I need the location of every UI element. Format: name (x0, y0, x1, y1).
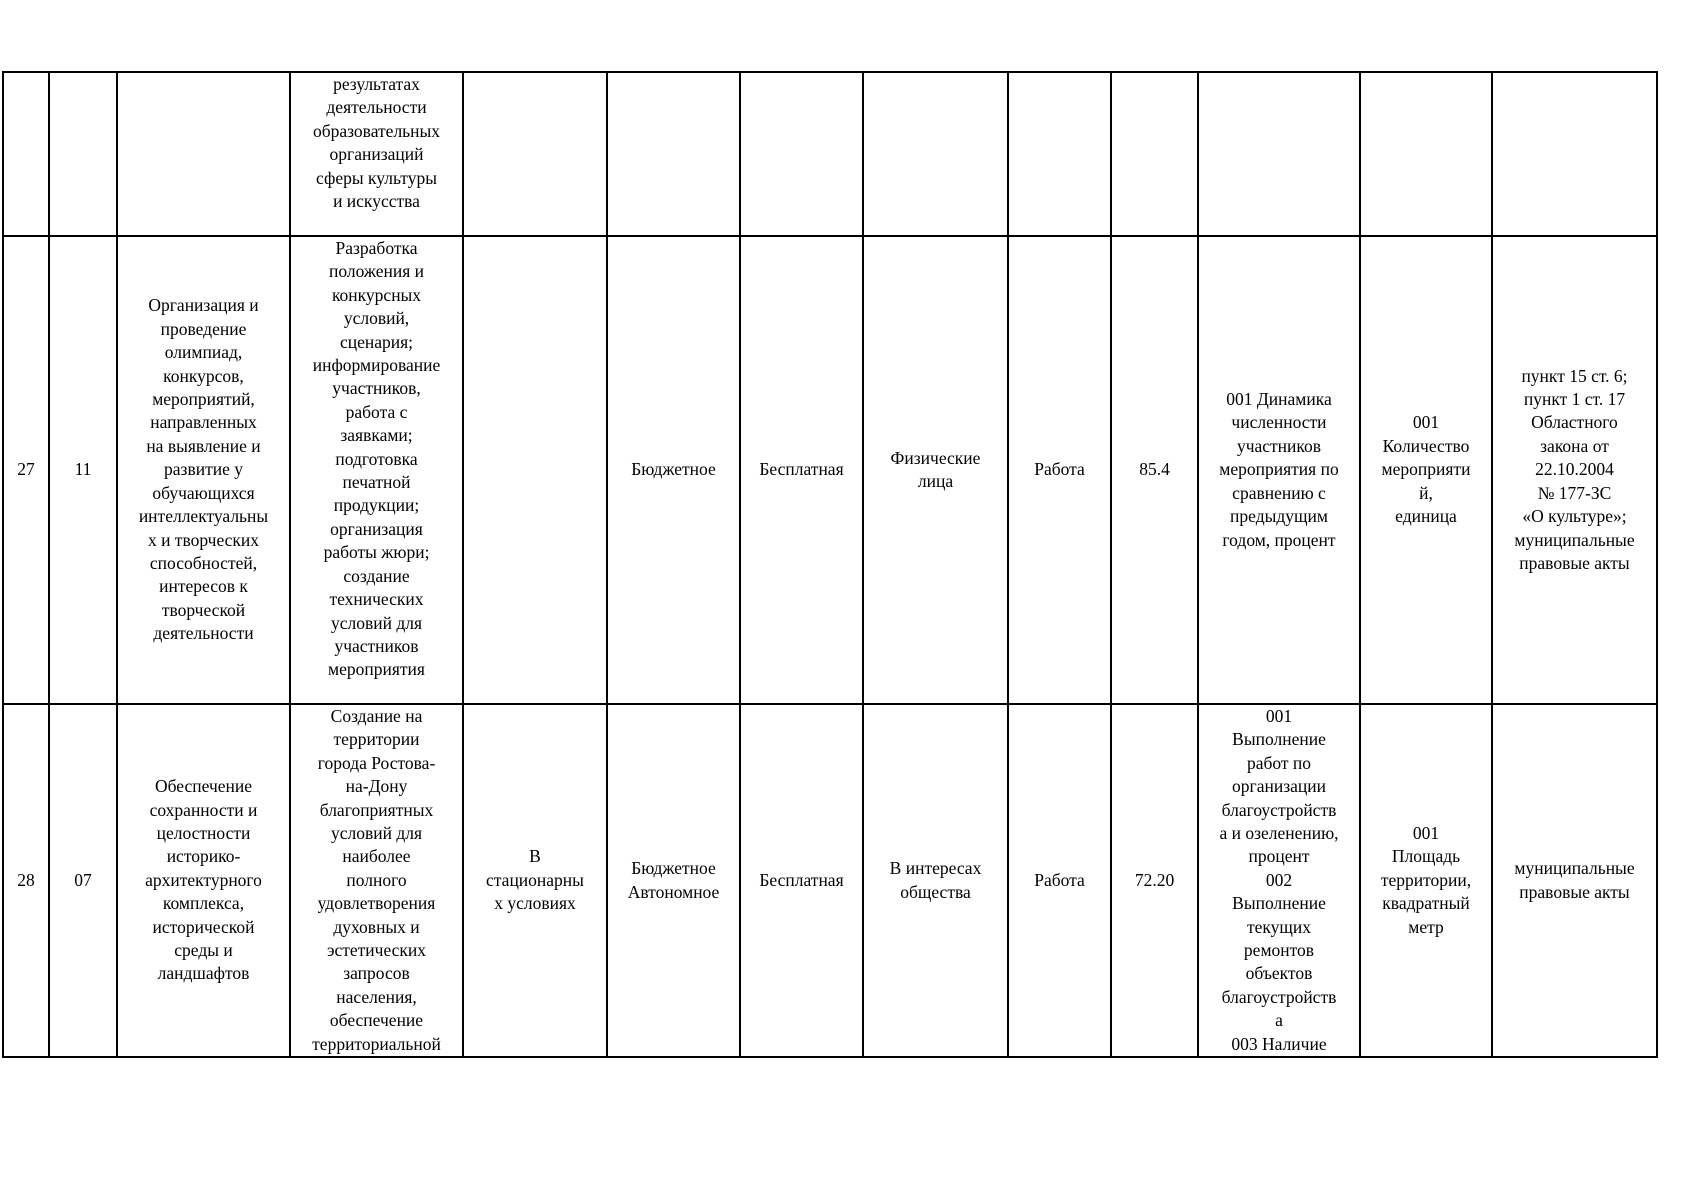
code-cell: 11 (49, 236, 117, 704)
conditions-cell (463, 72, 607, 236)
code-cell: 07 (49, 704, 117, 1057)
legal-basis-cell: муниципальные правовые акты (1492, 704, 1657, 1057)
quality-indicators-cell: 001 Выполнение работ по организации благоустройств а и озеленению, процент 002 Выполнение текущих ремонтов объектов благоустройств а 003 Наличие (1198, 704, 1360, 1057)
quality-indicators-cell (1198, 72, 1360, 236)
consumers-cell: В интересах общества (863, 704, 1008, 1057)
service-name-cell (117, 72, 290, 236)
code-value-cell: 72.20 (1111, 704, 1198, 1057)
legal-basis-cell (1492, 72, 1657, 236)
conditions-cell: В стационарны х условиях (463, 704, 607, 1057)
service-or-work-cell: Работа (1008, 236, 1111, 704)
code-cell (49, 72, 117, 236)
row-number-cell: 27 (3, 236, 49, 704)
service-or-work-cell (1008, 72, 1111, 236)
volume-indicators-cell (1360, 72, 1492, 236)
volume-indicators-cell: 001 Площадь территории, квадратный метр (1360, 704, 1492, 1057)
row-number-cell (3, 72, 49, 236)
volume-indicators-cell: 001 Количество мероприяти й, единица (1360, 236, 1492, 704)
code-value-cell (1111, 72, 1198, 236)
content-cell: Разработка положения и конкурсных условий, сценария; информирование участников, работа с заявками; подготовка печатной продукции; организация работы жюри; создание технических условий для участников мероприятия (290, 236, 463, 704)
service-name-cell: Организация и проведение олимпиад, конкурсов, мероприятий, направленных на выявление и развитие у обучающихся интеллектуальны х и творческих способностей, интересов к творческой деятельности (117, 236, 290, 704)
institution-type-cell: Бюджетное Автономное (607, 704, 740, 1057)
table-row (3, 704, 1657, 1057)
payment-cell: Бесплатная (740, 236, 863, 704)
legal-basis-cell: пункт 15 ст. 6; пункт 1 ст. 17 Областного закона от 22.10.2004 № 177-ЗС «О культуре»; муниципальные правовые акты (1492, 236, 1657, 704)
registry-table (2, 71, 1658, 1058)
conditions-cell (463, 236, 607, 704)
consumers-cell: Физические лица (863, 236, 1008, 704)
table-row (3, 72, 1657, 236)
consumers-cell (863, 72, 1008, 236)
service-or-work-cell: Работа (1008, 704, 1111, 1057)
quality-indicators-cell: 001 Динамика численности участников мероприятия по сравнению с предыдущим годом, процент (1198, 236, 1360, 704)
institution-type-cell: Бюджетное (607, 236, 740, 704)
payment-cell (740, 72, 863, 236)
table-row (3, 236, 1657, 704)
row-number-cell: 28 (3, 704, 49, 1057)
code-value-cell: 85.4 (1111, 236, 1198, 704)
payment-cell: Бесплатная (740, 704, 863, 1057)
content-cell: результатах деятельности образовательных организаций сферы культуры и искусства (290, 72, 463, 236)
service-name-cell: Обеспечение сохранности и целостности историко- архитектурного комплекса, исторической среды и ландшафтов (117, 704, 290, 1057)
institution-type-cell (607, 72, 740, 236)
content-cell: Создание на территории города Ростова- на-Дону благоприятных условий для наиболее полного удовлетворения духовных и эстетических запросов населения, обеспечение территориальной (290, 704, 463, 1057)
